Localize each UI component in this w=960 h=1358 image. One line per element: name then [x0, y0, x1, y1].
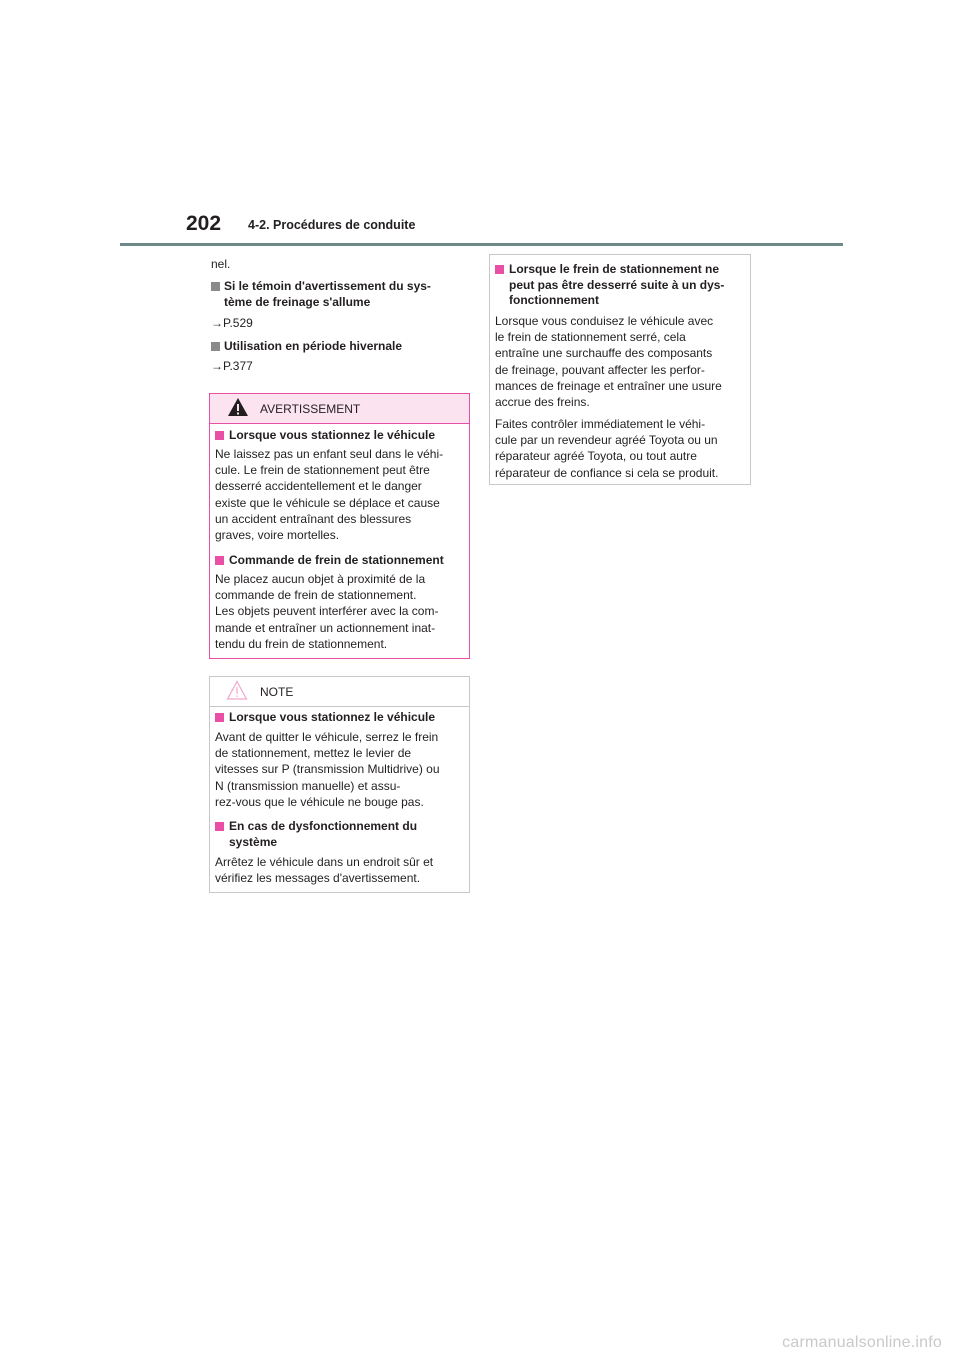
text-line: mances de freinage et entraîner une usure — [495, 378, 722, 393]
text-line: vitesses sur P (transmission Multidrive) ou — [215, 762, 440, 777]
header-divider — [120, 243, 843, 246]
text-line: mande et entraîner un actionnement inat- — [215, 620, 436, 635]
note-header — [210, 677, 469, 707]
text-line: cule. Le frein de stationnement peut être — [215, 463, 430, 478]
text-line: existe que le véhicule se déplace et cause — [215, 495, 440, 510]
note-box — [209, 676, 470, 893]
page-reference[interactable]: →P.529 — [211, 316, 253, 330]
bullet-square-icon — [215, 431, 224, 440]
heading-line: peut pas être desserré suite à un dys- — [509, 277, 725, 292]
text-line: un accident entraînant des blessures — [215, 511, 412, 526]
warning-triangle-icon — [227, 397, 249, 417]
text-line: Faites contrôler immédiatement le véhi- — [495, 417, 706, 431]
text-line: rez-vous que le véhicule ne bouge pas. — [215, 794, 424, 809]
note-paragraph — [215, 854, 465, 886]
page-number: 202 — [186, 212, 222, 235]
heading-line: système — [229, 834, 278, 849]
bullet-square-icon — [211, 282, 220, 291]
bullet-square-icon — [495, 265, 504, 274]
heading-line: En cas de dysfonctionnement du — [229, 819, 418, 833]
warning-header — [210, 394, 469, 424]
info-box-brake-malfunction — [489, 254, 751, 485]
info-paragraph — [495, 313, 745, 410]
caution-triangle-icon — [226, 680, 248, 700]
heading-line: Lorsque vous stationnez le véhicule — [229, 710, 436, 724]
warning-title: AVERTISSEMENT — [260, 402, 361, 416]
text-line: de freinage, pouvant affecter les perfor- — [495, 362, 705, 377]
text-line: cule par un revendeur agréé Toyota ou un — [495, 433, 718, 448]
heading-line: Lorsque le frein de stationnement ne — [509, 262, 720, 276]
section-title: 4-2. Procédures de conduite — [248, 218, 416, 232]
text-line: accrue des freins. — [495, 395, 590, 410]
text-line: entraîne une surchauffe des composants — [495, 346, 713, 361]
warning-paragraph — [215, 571, 465, 652]
text-line: graves, voire mortelles. — [215, 528, 340, 543]
item-heading-winter — [211, 339, 474, 355]
bullet-square-icon — [215, 822, 224, 831]
heading-line: fonctionnement — [509, 293, 599, 307]
text-line: Ne placez aucun objet à proximité de la — [215, 572, 426, 586]
bullet-square-icon — [215, 556, 224, 565]
text-line: tendu du frein de stationnement. — [215, 636, 388, 651]
item-heading-brake-warning — [211, 279, 474, 310]
text-line: Arrêtez le véhicule dans un endroit sûr et — [215, 855, 434, 869]
heading-line: tème de freinage s'allume — [224, 294, 371, 309]
note-title: NOTE — [260, 685, 294, 699]
text-line: N (transmission manuelle) et assu- — [215, 778, 401, 793]
text-line: Les objets peuvent interférer avec la com- — [215, 604, 439, 619]
text-line: réparateur de confiance si cela se produit. — [495, 465, 719, 480]
watermark: carmanualsonline.info — [782, 1334, 942, 1351]
text-line: de stationnement, mettez le levier de — [215, 746, 412, 761]
text-line: Lorsque vous conduisez le véhicule avec — [495, 314, 714, 328]
heading-line: Commande de frein de stationnement — [229, 553, 444, 567]
text-line: commande de frein de stationnement. — [215, 588, 417, 603]
heading-line: Utilisation en période hivernale — [224, 339, 403, 353]
warning-heading-brake-control — [215, 553, 474, 569]
page-reference[interactable]: →P.377 — [211, 359, 253, 373]
note-heading-malfunction — [215, 819, 469, 850]
note-heading-parking — [215, 710, 469, 726]
info-paragraph — [495, 416, 745, 481]
bullet-square-icon — [215, 713, 224, 722]
heading-line: Si le témoin d'avertissement du sys- — [224, 279, 431, 293]
info-heading — [495, 262, 749, 309]
text-line: vérifiez les messages d'avertissement. — [215, 871, 421, 886]
bullet-square-icon — [211, 342, 220, 351]
warning-paragraph — [215, 446, 465, 543]
heading-line: Lorsque vous stationnez le véhicule — [229, 428, 436, 442]
text-line: réparateur agréé Toyota, ou tout autre — [495, 449, 697, 464]
continued-text: nel. — [211, 257, 231, 271]
text-line: le frein de stationnement serré, cela — [495, 330, 686, 345]
warning-box — [209, 393, 470, 659]
warning-heading-parking — [215, 428, 469, 444]
text-line: desserré accidentellement et le danger — [215, 479, 422, 494]
note-paragraph — [215, 729, 465, 810]
text-line: Avant de quitter le véhicule, serrez le frein — [215, 730, 439, 744]
text-line: Ne laissez pas un enfant seul dans le véhi- — [215, 447, 444, 461]
